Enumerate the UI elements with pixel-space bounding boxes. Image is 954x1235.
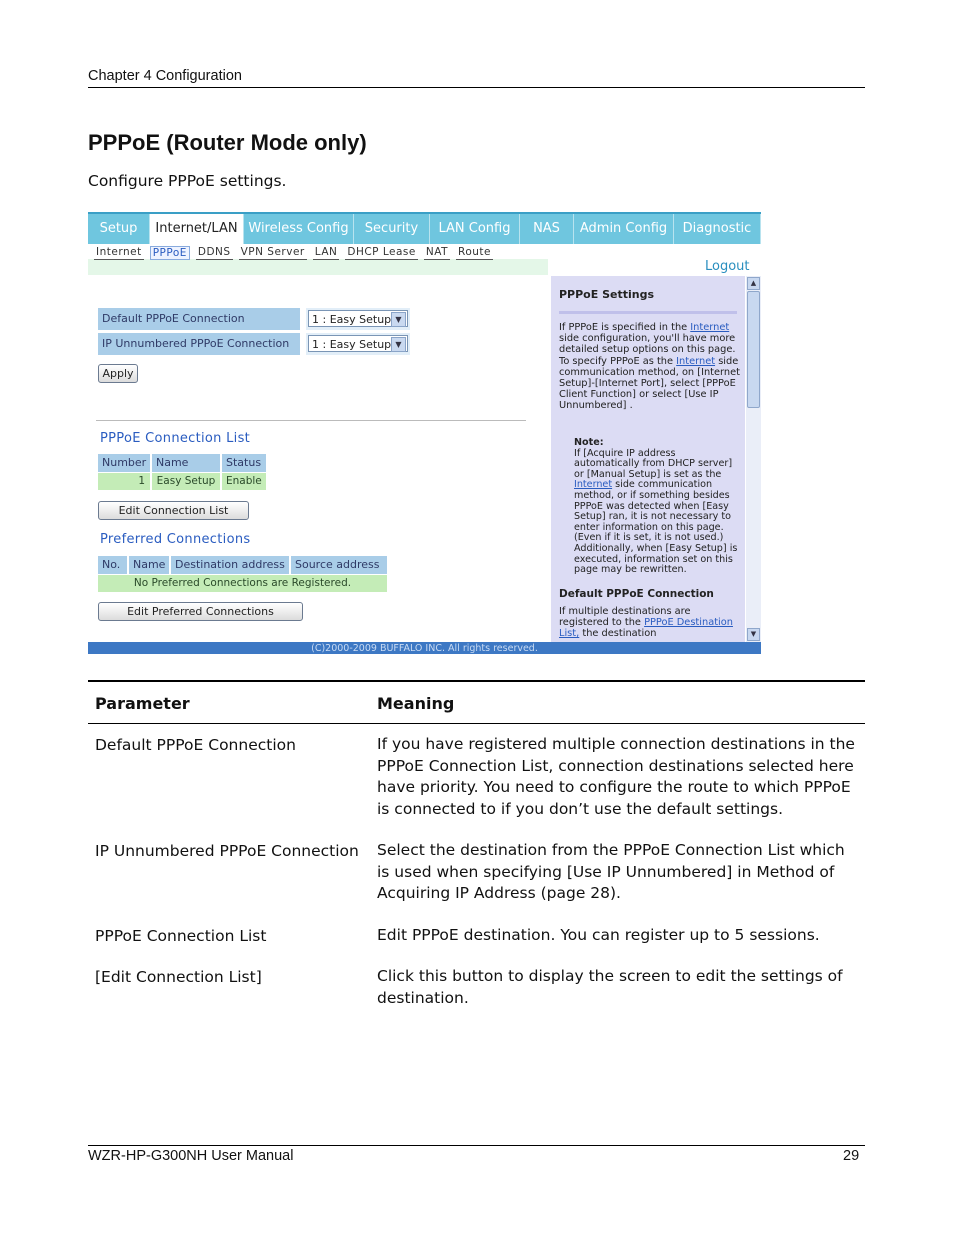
- tab-diagnostic[interactable]: Diagnostic: [674, 214, 761, 244]
- subtab-nat[interactable]: NAT: [425, 246, 448, 258]
- subtab-dhcp-lease[interactable]: DHCP Lease: [347, 246, 416, 258]
- panel-divider: [96, 420, 526, 421]
- default-connection-value: 1 : Easy Setup: [312, 313, 392, 326]
- edit-connection-list-button[interactable]: Edit Connection List: [98, 501, 249, 520]
- table-header-parameter: Parameter: [95, 694, 190, 713]
- pppoe-destination-link[interactable]: PPPoE Destination List,: [559, 617, 733, 640]
- footer-divider: [88, 1145, 865, 1146]
- default-connection-select[interactable]: [306, 308, 410, 330]
- scroll-up-icon[interactable]: ▲: [747, 277, 760, 290]
- unnumbered-connection-label: IP Unnumbered PPPoE Connection: [98, 333, 300, 355]
- help-subtitle: Default PPPoE Connection: [559, 588, 714, 600]
- logout-link[interactable]: Logout: [705, 259, 750, 274]
- manual-name: WZR-HP-G300NH User Manual: [88, 1148, 294, 1164]
- col-status: Status: [222, 454, 266, 472]
- cell-status: Enable: [222, 473, 266, 490]
- tab-lan-config[interactable]: LAN Config: [430, 214, 520, 244]
- help-paragraph: If PPPoE is specified in the Internet side configuration, you'll have more detailed setup options on this page. To specify PPPoE as the Internet side communication method, on [Internet Setup]-[Internet Port], select [PPPoE Client Function] or select [Use IP Unnumbered] .: [559, 322, 740, 412]
- unnumbered-connection-value: 1 : Easy Setup: [312, 338, 392, 351]
- tab-admin-config[interactable]: Admin Config: [574, 214, 674, 244]
- connection-list-title: PPPoE Connection List: [100, 431, 251, 446]
- chapter-header: Chapter 4 Configuration: [88, 68, 242, 84]
- status-bar: [88, 259, 548, 275]
- edit-preferred-connections-button[interactable]: Edit Preferred Connections: [98, 602, 303, 621]
- table-header-meaning: Meaning: [377, 694, 455, 713]
- table-row-param: Default PPPoE Connection: [95, 736, 296, 754]
- help-panel: [548, 276, 761, 642]
- header-divider: [88, 87, 865, 88]
- table-row-meaning: Click this button to display the screen to edit the settings of destination.: [377, 967, 843, 1007]
- help-scrollbar[interactable]: [746, 276, 761, 642]
- subtab-vpn-server[interactable]: VPN Server: [240, 246, 305, 258]
- tab-nas[interactable]: NAS: [520, 214, 574, 244]
- internet-link[interactable]: Internet: [574, 479, 613, 491]
- subtab-internet[interactable]: Internet: [96, 246, 142, 258]
- col-number: Number: [98, 454, 150, 472]
- col-pref-name: Name: [129, 556, 169, 574]
- router-screenshot: [88, 212, 761, 654]
- col-no: No.: [98, 556, 127, 574]
- tab-wireless-config[interactable]: Wireless Config: [244, 214, 354, 244]
- unnumbered-connection-row: [98, 333, 418, 355]
- unnumbered-connection-select[interactable]: [306, 333, 410, 355]
- subtab-ddns[interactable]: DDNS: [197, 246, 231, 258]
- preferred-connections-title: Preferred Connections: [100, 532, 251, 547]
- table-row-param: IP Unnumbered PPPoE Connection: [95, 842, 359, 860]
- table-row-meaning: Select the destination from the PPPoE Connection List which is used when specifying [Use IP Unnumbered] in Method of Acquiring IP Address (page 28).: [377, 841, 845, 903]
- page-number: 29: [843, 1148, 860, 1164]
- sub-tab-bar: [94, 246, 493, 260]
- col-source: Source address: [291, 556, 387, 574]
- table-top-rule: [88, 680, 865, 682]
- default-connection-row: [98, 308, 418, 330]
- copyright-bar: (C)2000-2009 BUFFALO INC. All rights reserved.: [88, 642, 761, 654]
- cell-name: Easy Setup: [152, 473, 220, 490]
- scroll-thumb[interactable]: [747, 291, 760, 408]
- section-intro: Configure PPPoE settings.: [88, 172, 287, 190]
- help-title: PPPoE Settings: [559, 288, 655, 301]
- table-row-param: PPPoE Connection List: [95, 927, 267, 945]
- subtab-lan[interactable]: LAN: [314, 246, 338, 258]
- apply-button[interactable]: Apply: [98, 364, 138, 383]
- tab-internet-lan[interactable]: Internet/LAN: [150, 214, 244, 244]
- main-tab-bar: [88, 214, 761, 244]
- internet-link[interactable]: Internet: [676, 355, 716, 367]
- table-header-rule: [88, 723, 865, 724]
- section-title: PPPoE (Router Mode only): [88, 130, 367, 155]
- tab-security[interactable]: Security: [354, 214, 430, 244]
- col-name: Name: [152, 454, 220, 472]
- help-note: Note: If [Acquire IP address automatically from DHCP server] or [Manual Setup] is set as the Internet side communication method, or if something besides PPPoE was detected when [Easy Setup] ran, it is not necessary to enter information on this page. (Even if it is set, it is not used.) Additionally, when [Easy Setup] is executed, information set on this page may be rewritten.: [574, 437, 738, 576]
- table-row-meaning: If you have registered multiple connection destinations in the PPPoE Connection List, connection destinations selected here have priority. You need to configure the route to which PPPoE is connected to if you don’t use the default settings.: [377, 735, 855, 819]
- col-destination: Destination address: [171, 556, 289, 574]
- empty-message: No Preferred Connections are Registered.: [98, 575, 387, 592]
- settings-panel: [88, 276, 548, 642]
- chevron-down-icon[interactable]: ▼: [391, 312, 406, 327]
- help-divider: [559, 311, 737, 314]
- default-connection-label: Default PPPoE Connection: [98, 308, 300, 330]
- tab-setup[interactable]: Setup: [88, 214, 150, 244]
- subtab-route[interactable]: Route: [458, 246, 491, 258]
- internet-link[interactable]: Internet: [690, 322, 730, 333]
- cell-number: 1: [98, 473, 150, 490]
- table-row-param: [Edit Connection List]: [95, 968, 262, 986]
- help-paragraph-2: If multiple destinations are registered to the PPPoE Destination List, the destination: [559, 606, 733, 640]
- scroll-down-icon[interactable]: ▼: [747, 628, 760, 641]
- chevron-down-icon[interactable]: ▼: [391, 337, 406, 352]
- table-row-meaning: Edit PPPoE destination. You can register up to 5 sessions.: [377, 926, 820, 944]
- subtab-pppoe[interactable]: PPPoE: [150, 246, 190, 260]
